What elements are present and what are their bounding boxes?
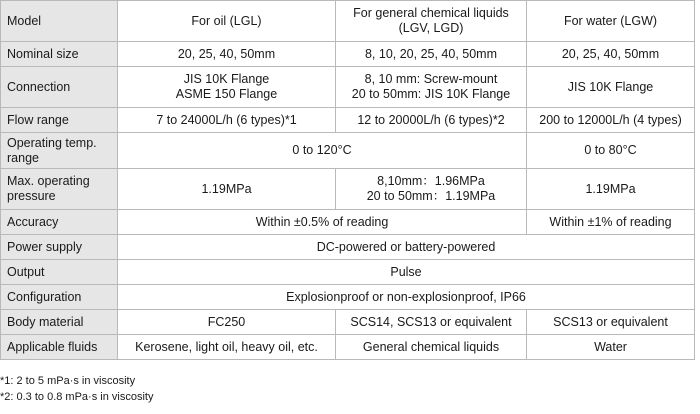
cell-configuration: Explosionproof or non-explosionproof, IP66 (118, 285, 695, 310)
row-label-configuration: Configuration (1, 285, 118, 310)
table-row-model (1, 1, 695, 42)
row-label-flow-range: Flow range (1, 108, 118, 133)
table-row-connection (1, 67, 695, 108)
row-label-connection: Connection (1, 67, 118, 108)
row-label-accuracy: Accuracy (1, 210, 118, 235)
table-row-applicable-fluids (1, 335, 695, 360)
row-label-operating-temp: Operating temp. range (1, 133, 118, 169)
cell-nominal-size-water: 20, 25, 40, 50mm (527, 42, 695, 67)
cell-output: Pulse (118, 260, 695, 285)
table-row-flow-range (1, 108, 695, 133)
cell-operating-temp-oil-chemical: 0 to 120°C (118, 133, 527, 169)
cell-accuracy-oil-chemical: Within ±0.5% of reading (118, 210, 527, 235)
table-row-configuration (1, 285, 695, 310)
row-label-power-supply: Power supply (1, 235, 118, 260)
footnote-2: *2: 0.3 to 0.8 mPa·s in viscosity (0, 391, 154, 403)
row-label-model: Model (1, 1, 118, 42)
table-row-output (1, 260, 695, 285)
cell-power-supply: DC-powered or battery-powered (118, 235, 695, 260)
cell-operating-temp-water: 0 to 80°C (527, 133, 695, 169)
table-row-accuracy (1, 210, 695, 235)
cell-flow-range-oil: 7 to 24000L/h (6 types)*1 (118, 108, 336, 133)
cell-max-pressure-oil: 1.19MPa (118, 169, 336, 210)
cell-applicable-fluids-oil: Kerosene, light oil, heavy oil, etc. (118, 335, 336, 360)
table-row-max-pressure (1, 169, 695, 210)
table-row-power-supply (1, 235, 695, 260)
cell-applicable-fluids-chemical: General chemical liquids (336, 335, 527, 360)
cell-applicable-fluids-water: Water (527, 335, 695, 360)
header-chemical: For general chemical liquids (LGV, LGD) (336, 1, 527, 42)
header-water: For water (LGW) (527, 1, 695, 42)
cell-nominal-size-oil: 20, 25, 40, 50mm (118, 42, 336, 67)
cell-accuracy-water: Within ±1% of reading (527, 210, 695, 235)
row-label-nominal-size: Nominal size (1, 42, 118, 67)
header-oil: For oil (LGL) (118, 1, 336, 42)
cell-body-material-chemical: SCS14, SCS13 or equivalent (336, 310, 527, 335)
cell-max-pressure-water: 1.19MPa (527, 169, 695, 210)
cell-connection-oil: JIS 10K Flange ASME 150 Flange (118, 67, 336, 108)
footnote-1: *1: 2 to 5 mPa·s in viscosity (0, 375, 136, 387)
row-label-max-pressure: Max. operating pressure (1, 169, 118, 210)
table-row-nominal-size (1, 42, 695, 67)
row-label-body-material: Body material (1, 310, 118, 335)
cell-flow-range-chemical: 12 to 20000L/h (6 types)*2 (336, 108, 527, 133)
cell-connection-chemical: 8, 10 mm: Screw-mount 20 to 50mm: JIS 10K Flange (336, 67, 527, 108)
cell-max-pressure-chemical: 8,10mm：1.96MPa 20 to 50mm：1.19MPa (336, 169, 527, 210)
cell-body-material-water: SCS13 or equivalent (527, 310, 695, 335)
cell-connection-water: JIS 10K Flange (527, 67, 695, 108)
cell-body-material-oil: FC250 (118, 310, 336, 335)
table-row-operating-temp (1, 133, 695, 169)
row-label-output: Output (1, 260, 118, 285)
cell-flow-range-water: 200 to 12000L/h (4 types) (527, 108, 695, 133)
cell-nominal-size-chemical: 8, 10, 20, 25, 40, 50mm (336, 42, 527, 67)
table-row-body-material (1, 310, 695, 335)
row-label-applicable-fluids: Applicable fluids (1, 335, 118, 360)
